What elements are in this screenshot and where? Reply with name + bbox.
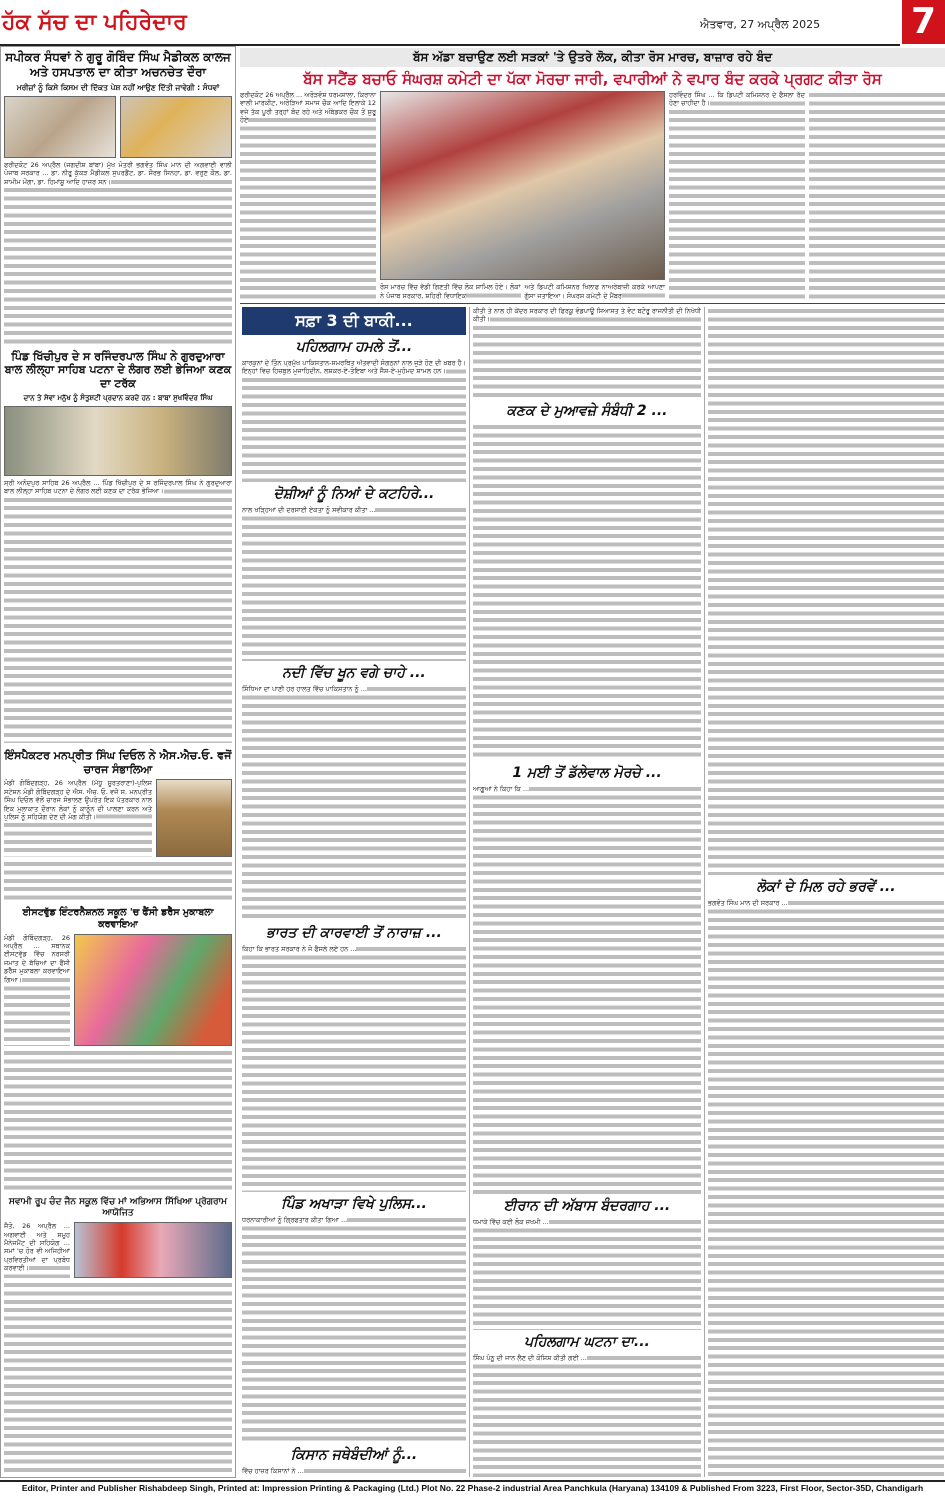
lead-story <box>240 48 945 304</box>
wheat-truck-photo <box>4 406 232 476</box>
continued-heading: ਦੋਸ਼ੀਆਂ ਨੂੰ ਨਿਆਂ ਦੇ ਕਟਹਿਰੇ... <box>273 486 435 503</box>
continued-body: ਆਗੂਆਂ ਨੇ ਕਿਹਾ ਕਿ ... <box>473 785 701 1194</box>
photo-caption: ਰੋਸ ਮਾਰਚ ਵਿੱਚ ਵੱਡੀ ਗਿਣਤੀ ਵਿੱਚ ਲੋਕ ਸ਼ਾਮਿਲ ਹੋਏ। ਲੋਕਾਂ ਨੇ ਪੰਜਾਬ ਸਰਕਾਰ, ਸ਼ਹਿਰੀ ਵਿਧਾਇਕ <box>380 283 521 300</box>
continued-body: ਨਾਲ ਖੜ੍ਹਿਆਂ ਦੀ ਦਰਸਾਈ ਏਕਤਾ ਨੂੰ ਸਵੀਕਾਰ ਕੀਤਾ ... <box>242 506 466 660</box>
continued-heading: ਕਿਸਾਨ ਜਥੇਬੰਦੀਆਂ ਨੂੰ... <box>290 1446 418 1463</box>
article-photo <box>4 96 116 158</box>
continued-body: ਧਰਨਾਕਾਰੀਆਂ ਨੂੰ ਗ੍ਰਿਫਤਾਰ ਕੀਤਾ ਗਿਆ ... <box>242 1216 466 1442</box>
continued-body: ਸਿੰਧਿਆ ਦਾ ਪਾਣੀ ਹਰ ਹਾਲਤ ਵਿੱਚ ਪਾਕਿਸਤਾਨ ਨੂੰ ... <box>242 685 466 922</box>
lead-body: ਫਰੀਦਕੋਟ 26 ਅਪ੍ਰੈਲ ... ਅਰੋੜਵੰਸ਼ ਧਰਮਸ਼ਾਲਾ, ਕਿਰਾਨਾ ਵਾਲੀ ਮਾਰਕੀਟ, ਅਰੋੜਿਆਂ ਸਮਾਜ ਚੌਕ ਆਦਿ ਇਲਾਕੇ 12 ਵਜੇ ਤੱਕ ਪੂਰੀ ਤਰ੍ਹਾਂ ਬੰਦ ਰਹੇ ਅਤੇ ਅੰਬੇਡਕਰ ਚੌਕ ਤੋਂ ਸ਼ੁਰੂ ਹੋਏ <box>240 91 376 300</box>
article-body-cont <box>4 860 232 901</box>
continued-heading: ਪਿੰਡ ਅਖਾੜਾ ਵਿਖੇ ਪੁਲਿਸ... <box>281 1196 427 1213</box>
continued-heading: ਲੋਕਾਂ ਦੇ ਮਿਲ ਰਹੇ ਭਰਵੇਂ ... <box>756 878 896 895</box>
continued-heading: ਕਣਕ ਦੇ ਮੁਆਵਜ਼ੇ ਸੰਬੰਧੀ 2 ... <box>506 403 668 420</box>
newspaper-logo: ਹੱਕ ਸੱਚ ਦਾ ਪਹਿਰੇਦਾਰ <box>2 10 187 35</box>
officer-photo <box>156 779 232 857</box>
left-column <box>0 46 236 1478</box>
continued-box-title: ਸਫ਼ਾ 3 ਦੀ ਬਾਕੀ... <box>242 307 466 335</box>
article-body: ਜੈਤੋ, 26 ਅਪ੍ਰੈਲ ... ਅਗਵਾਈ ਅਤੇ ਸਮੂਹ ਮੈਨੇਜਮੈਂਟ ਦੀ ਸਹਿਯੋਗ ... ਸਮਾਂ 'ਚ ਹੋਰ ਵੀ ਅਜਿਹੀਆਂ ਪ੍ਰਵਿਰਤੀਆਂ ਦਾ ਪ੍ਰਬੰਧ ਕਰਵਾਈ। <box>4 1222 70 1278</box>
continued-heading: ਪਹਿਲਗਾਮ ਹਮਲੇ ਤੋਂ... <box>295 339 413 355</box>
article-body: ਫਰੀਦਕੋਟ 26 ਅਪ੍ਰੈਲ (ਜਗਦੀਸ਼ ਬਾਂਬਾ) ਮੁੱਖ ਮੰਤਰੀ ਭਗਵੰਤ ਸਿੰਘ ਮਾਨ ਦੀ ਅਗਵਾਈ ਵਾਲੀ ਪੰਜਾਬ ਸਰਕਾਰ ... ਡਾ. ਨੀਰੂ ਕੁੱਕੜ ਮੈਡੀਕਲ ਸੁਪਰਡੈਂਟ, ਡਾ. ਸੌਰਭ ਸਿਨਹਾ, ਡਾ. ਵਰੁਣ ਕੌਲ, ਡਾ. ਸ਼ਾਮੀਮ ਮੋਂਗਾ, ਡਾ. ਹਿਮਾਂਸ਼ੂ ਆਦਿ ਹਾਜ਼ਰ ਸਨ। <box>4 161 232 344</box>
continued-heading: ਪਹਿਲਗਾਮ ਘਟਨਾ ਦਾ... <box>524 1334 650 1351</box>
article-body-cont <box>4 1281 232 1474</box>
page-number: 7 <box>902 0 945 44</box>
continued-body: ਭਗਵੰਤ ਸਿੰਘ ਮਾਨ ਦੀ ਸਰਕਾਰ ... <box>708 899 944 1477</box>
continued-body-cont <box>708 307 944 875</box>
article-headline: ਸਵਾਮੀ ਰੂਪ ਚੰਦ ਜੈਨ ਸਕੂਲ ਵਿੱਚ ਮਾਂ ਅਭਿਆਸ ਸਿੱਖਿਆ ਪ੍ਰੋਗਰਾਮ ਆਯੋਜਿਤ <box>8 1196 228 1218</box>
article-body: ਸ੍ਰੀ ਅਨੰਦਪੁਰ ਸਾਹਿਬ 26 ਅਪ੍ਰੈਲ ... ਪਿੰਡ ਖਿੱਚੀਪੁਰ ਦੇ ਸ ਰਜਿੰਦਰਪਾਲ ਸਿੰਘ ਨੇ ਗੁਰਦੁਆਰਾ ਬਾਲ ਲੀਲ੍ਹਾ ਸਾਹਿਬ ਪਟਨਾ ਦੇ ਲੰਗਰ ਲਈ ਕਣਕ ਦਾ ਟਰੱਕ ਭੇਜਿਆ। <box>4 479 232 743</box>
continued-body: ਕੀਤੀ ਤੇ ਨਾਲ ਹੀ ਕੇਂਦਰ ਸਰਕਾਰ ਦੀ ਫਿਰਕੂ ਵੰਡਪਾਊ ਸਿਆਸਤ ਤੇ ਵੋਟ ਬਟੋਰੂ ਰਾਜਨੀਤੀ ਦੀ ਨਿਖੇਧੀ ਕੀਤੀ। <box>473 307 701 399</box>
continued-heading: 1 ਮਈ ਤੋਂ ਡੱਲੇਵਾਲ ਮੋਰਚੇ ... <box>512 764 662 781</box>
fancy-dress-photo <box>74 934 232 1046</box>
continued-column-2 <box>473 307 701 1477</box>
article-body: ਮੰਡੀ ਗੋਬਿੰਦਗੜ੍ਹ, 26 ਅਪ੍ਰੈਲ ... ਸਥਾਨਕ ਈਸਟਵੁੱਡ ਵਿੱਚ ਨਰਸਰੀ ਜਮਾਤ ਦੇ ਬੱਚਿਆਂ ਦਾ ਫੈਂਸੀ ਡਰੈੱਸ ਮੁਕਾਬਲਾ ਕਰਵਾਇਆ ਗਿਆ। <box>4 934 70 1046</box>
article-photo <box>120 96 232 158</box>
lead-body: ਹਰਵਿੰਦਰ ਸਿੰਘ ... ਕਿ ਡਿਪਟੀ ਕਮਿਸ਼ਨਰ ਦੇ ਫੈਸਲਾ ਰੱਦ ਹੋਣਾ ਚਾਹੀਦਾ ਹੈ। <box>669 91 805 300</box>
continued-body: ਧਮਾਕੇ ਵਿੱਚ ਕਈ ਲੋਕ ਜ਼ਖਮੀ ... <box>473 1218 701 1331</box>
article-headline: ਪਿੰਡ ਖਿੱਚੀਪੁਰ ਦੇ ਸ ਰਜਿੰਦਰਪਾਲ ਸਿੰਘ ਨੇ ਗੁਰਦੁਆਰਾ ਬਾਲ ਲੀਲ੍ਹਾ ਸਾਹਿਬ ਪਟਨਾ ਦੇ ਲੰਗਰ ਲਈ ਭੇਜਿਆ ਕਣਕ ਦਾ ਟਰੱਕ <box>4 349 232 391</box>
issue-date: ਐਤਵਾਰ, 27 ਅਪ੍ਰੈਲ 2025 <box>700 18 821 31</box>
continued-column-3 <box>708 307 944 1477</box>
continued-body: ਕਾਰਕੁਨਾਂ ਦੇ ਤਿੰਨ ਪ੍ਰਮੁੱਖ ਪਾਕਿਸਤਾਨ-ਸਮਰਥਿਤ ਅੱਤਵਾਦੀ ਸੰਗਠਨਾਂ ਨਾਲ ਜੁੜੇ ਹੋਣ ਦੀ ਖ਼ਬਰ ਹੈ। ਇਨ੍ਹਾਂ ਵਿਚ ਹਿਜ਼ਬੁਲ ਮੁਜਾਹਿਦੀਨ, ਲਸ਼ਕਰ-ਏ-ਤੋਇਬਾ ਅਤੇ ਜੈਸ਼-ਏ-ਮੁਹੰਮਦ ਸ਼ਾਮਲ ਹਨ। <box>242 359 466 482</box>
article-headline: ਇੰਸਪੈਕਟਰ ਮਨਪ੍ਰੀਤ ਸਿੰਘ ਦਿਓਲ ਨੇ ਐਸ.ਐਚ.ਓ. ਵਜੋਂ ਚਾਰਜ ਸੰਭਾਲਿਆ <box>4 748 232 776</box>
protest-march-photo <box>380 91 665 280</box>
lead-kicker: ਬੱਸ ਅੱਡਾ ਬਚਾਉਣ ਲਈ ਸੜਕਾਂ 'ਤੇ ਉਤਰੇ ਲੋਕ, ਕੀਤਾ ਰੋਸ ਮਾਰਚ, ਬਾਜ਼ਾਰ ਰਹੇ ਬੰਦ <box>240 48 945 67</box>
column-rule <box>704 307 705 1477</box>
imprint-footer: Editor, Printer and Publisher Rishabdeep Singh, Printed at: Impression Printing & Packaging (Ltd.) Plot No. 22 Phase-2 industrial Area Panchkula (Haryana) 134109 & Published From 3223, First Floor, Sector-35D, Chandigarh <box>0 1480 945 1507</box>
article-headline: ਈਸਟਵੁੱਡ ਇੰਟਰਨੈਸ਼ਨਲ ਸਕੂਲ 'ਚ ਫੈਂਸੀ ਡਰੈੱਸ ਮੁਕਾਬਲਾ ਕਰਵਾਇਆ <box>22 906 214 930</box>
article-body: ਮੰਡੀ ਗੋਬਿੰਦਗੜ੍ਹ, 26 ਅਪ੍ਰੈਲ (ਮੱਧੂ ਸੂਰਤਰਾਣਾ)-ਪੁਲਿਸ ਸਟੇਸ਼ਨ ਮੰਡੀ ਗੋਬਿੰਦਗੜ੍ਹ ਦੇ ਐਸ. ਐਚ. ਓ. ਵਜੋਂ ਸ. ਮਨਪ੍ਰੀਤ ਸਿੰਘ ਦਿਓਲ ਵੱਲੋਂ ਚਾਰਜ ਸੰਭਾਲਣ ਉਪਰੰਤ ਇਕ ਪੱਤਰਕਾਰ ਨਾਲ ਇਕ ਮੁਲਾਕਾਤ ਦੌਰਾਨ ਲੋਕਾਂ ਨੂੰ ਕਾਨੂੰਨ ਦੀ ਪਾਲਣਾ ਕਰਨ ਅਤੇ ਪੁਲਿਸ ਨੂੰ ਸਹਿਯੋਗ ਦੇਣ ਦੀ ਮੰਗ ਕੀਤੀ। <box>4 779 152 857</box>
continued-heading: ਈਰਾਨ ਦੀ ਅੱਬਾਸ ਬੰਦਰਗਾਹ ... <box>503 1197 671 1214</box>
article-subhead: ਦਾਨ ਤੇ ਸੇਵਾ ਮਨੁੱਖ ਨੂੰ ਸੰਤੁਸ਼ਟੀ ਪ੍ਰਦਾਨ ਕਰਦੇ ਹਨ : ਬਾਬਾ ਸੁਖਵਿੰਦਰ ਸਿੰਘ <box>23 393 213 402</box>
lead-body-cont <box>809 91 945 300</box>
continued-body-cont <box>473 423 701 761</box>
school-event-photo <box>74 1222 232 1278</box>
continued-column-1 <box>242 307 466 1477</box>
lead-headline: ਬੱਸ ਸਟੈਂਡ ਬਚਾਓ ਸੰਘਰਸ਼ ਕਮੇਟੀ ਦਾ ਪੱਕਾ ਮੋਰਚਾ ਜਾਰੀ, ਵਪਾਰੀਆਂ ਨੇ ਵਪਾਰ ਬੰਦ ਕਰਕੇ ਪ੍ਰਗਟ ਕੀਤਾ ਰੋਸ <box>303 70 882 88</box>
article-subhead: ਮਰੀਜ਼ਾਂ ਨੂੰ ਕਿਸੇ ਕਿਸਮ ਦੀ ਦਿੱਕਤ ਪੇਸ਼ ਨਹੀਂ ਆਉਣ ਦਿੱਤੀ ਜਾਵੇਗੀ : ਸੰਧਵਾਂ <box>16 83 220 92</box>
article-body-cont <box>4 1049 232 1191</box>
photo-caption: ਅਤੇ ਡਿਪਟੀ ਕਮਿਸ਼ਨਰ ਖਿਲਾਫ ਨਾਅਰੇਬਾਜ਼ੀ ਕਰਕੇ ਆਪਣਾ ਗੁੱਸਾ ਜਤਾਇਆ। ਸੰਘਰਸ਼ ਕਮੇਟੀ ਦੇ ਮੈਂਬਰ <box>524 283 665 300</box>
continued-body: ਕਿਹਾ ਕਿ ਭਾਰਤ ਸਰਕਾਰ ਨੇ ਜੋ ਫੈਸਲੇ ਲਏ ਹਨ ... <box>242 945 466 1192</box>
continued-body: ਸਿੰਘ ਪੰਨੂ ਦੀ ਜਾਨ ਲੈਣ ਦੀ ਕੋਸ਼ਿਸ਼ ਕੀਤੀ ਗਈ ... <box>473 1354 701 1477</box>
continued-heading: ਭਾਰਤ ਦੀ ਕਾਰਵਾਈ ਤੋਂ ਨਾਰਾਜ਼ ... <box>266 925 442 942</box>
article-headline: ਸਪੀਕਰ ਸੰਧਵਾਂ ਨੇ ਗੁਰੂ ਗੋਬਿੰਦ ਸਿੰਘ ਮੈਡੀਕਲ ਕਾਲਜ ਅਤੇ ਹਸਪਤਾਲ ਦਾ ਕੀਤਾ ਅਚਨਚੇਤ ਦੌਰਾ <box>5 50 231 79</box>
continued-heading: ਨਦੀ ਵਿੱਚ ਖੂਨ ਵਗੇ ਚਾਹੇ ... <box>282 664 426 681</box>
column-rule <box>469 307 470 1477</box>
continued-body: ਵਿੱਚ ਹਾਜ਼ਰ ਕਿਸਾਨਾਂ ਨੇ ... <box>242 1467 466 1477</box>
